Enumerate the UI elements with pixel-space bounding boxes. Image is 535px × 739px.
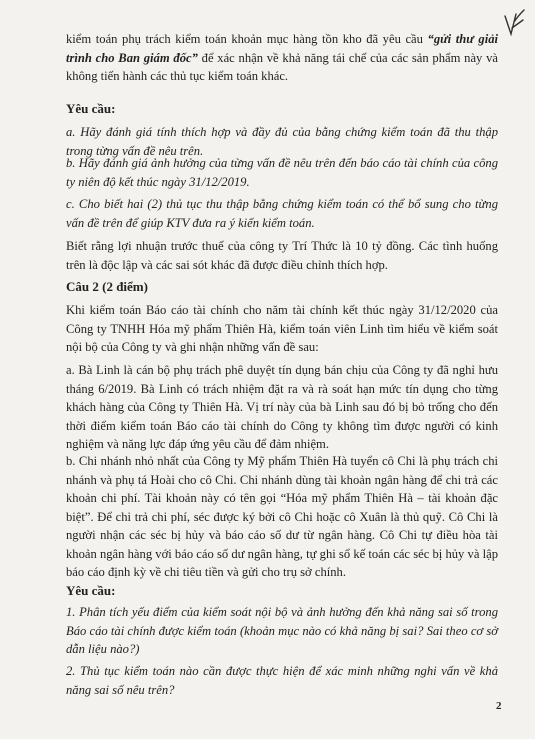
requirement-item-2: 2. Thủ tục kiểm toán nào cần được thực hiện để xác minh những nghi vấn về khả năng sai số nêu trên? — [66, 664, 498, 697]
requirements-heading-2: Yêu cầu: — [66, 583, 116, 598]
page-number: 2 — [496, 700, 502, 712]
intro-text-end: để xác nhận về khả năng tái chế của các sản phẩm này và không tiến hành các thủ tục kiểm toán khác. — [66, 50, 498, 83]
requirement-item-1: 1. Phân tích yếu điểm của kiểm soát nội bộ và ảnh hưởng đến khả năng sai số trong Báo cáo tài chính được kiểm toán (khoản mục nào có khả năng bị sai? Sai theo cơ sở dẫn liệu nào?) — [66, 605, 498, 656]
requirement-item-c: c. Cho biết hai (2) thủ tục thu thập bằng chứng kiểm toán có thể bổ sung cho từng vấn đề trên để giúp KTV đưa ra ý kiến kiểm toán. — [66, 197, 498, 230]
requirement-item-a: a. Hãy đánh giá tính thích hợp và đầy đủ của bằng chứng kiểm toán đã thu thập trong từng vấn đề nêu trên. — [66, 125, 498, 158]
question-2-intro: Khi kiểm toán Báo cáo tài chính cho năm tài chính kết thúc ngày 31/12/2020 của Công ty TNHH Hóa mỹ phẩm Thiên Hà, kiểm toán viên Linh tìm hiểu về kiểm soát nội bộ của Công ty và ghi nhận những vấn đề sau: — [66, 303, 498, 354]
note-paragraph: Biết rằng lợi nhuận trước thuế của công ty Trí Thức là 10 tỷ đồng. Các tình huống trên là độc lập và các sai sót khác đã được điều chỉnh thích hợp. — [66, 239, 498, 272]
requirements-heading-1: Yêu cầu: — [66, 101, 116, 116]
question-2-heading: Câu 2 (2 điểm) — [66, 279, 148, 294]
question-2-point-a: a. Bà Linh là cán bộ phụ trách phê duyệt tín dụng bán chịu của Công ty đã nghỉ hưu tháng 6/2019. Bà Linh có trách nhiệm đặt ra và rà soát hạn mức tín dụng cho từng khách hàng của Công ty Thiên Hà. Vị trí này của bà Linh sau đó bị bỏ trống cho đến thời điểm kiểm toán Báo cáo tài chính do Công ty không tìm được người có kinh nghiệm và năng lực đáp ứng yêu cầu để đảm nhiệm. — [66, 363, 498, 451]
intro-text-start: kiểm toán phụ trách kiểm toán khoản mục hàng tồn kho đã yêu cầu — [66, 32, 428, 46]
handwritten-mark-icon — [502, 8, 526, 38]
intro-quote: “gửi thư giải trình cho Ban giám đốc” — [66, 32, 498, 65]
intro-paragraph — [66, 30, 498, 86]
question-2-point-b: b. Chi nhánh nhỏ nhất của Công ty Mỹ phẩm Thiên Hà tuyển cô Chi là phụ trách chi nhánh và phụ tá Hoài cho cô Chi. Chi nhánh dùng tài khoản ngân hàng để chi trả các khoản chi phí. Tài khoản này có tên gọi “Hóa mỹ phẩm Thiên Hà – tài khoản đặc biệt”. Để chi trả chi phí, séc được ký bởi cô Chi hoặc cô Xuân là thủ quỹ. Cô Chi là người nhận các séc bị hủy và báo cáo số dư từ ngân hàng. Cô Chi tự điều hòa tài khoản ngân hàng với báo cáo số dư ngân hàng, tự ghi sổ kế toán các séc bị hủy và lập báo cáo định kỳ về chi tiêu tiền và gửi cho trụ sở chính. — [66, 454, 498, 579]
requirement-item-b: b. Hãy đánh giá ảnh hưởng của từng vấn đề nêu trên đến báo cáo tài chính của công ty niên độ kết thúc ngày 31/12/2019. — [66, 156, 498, 189]
